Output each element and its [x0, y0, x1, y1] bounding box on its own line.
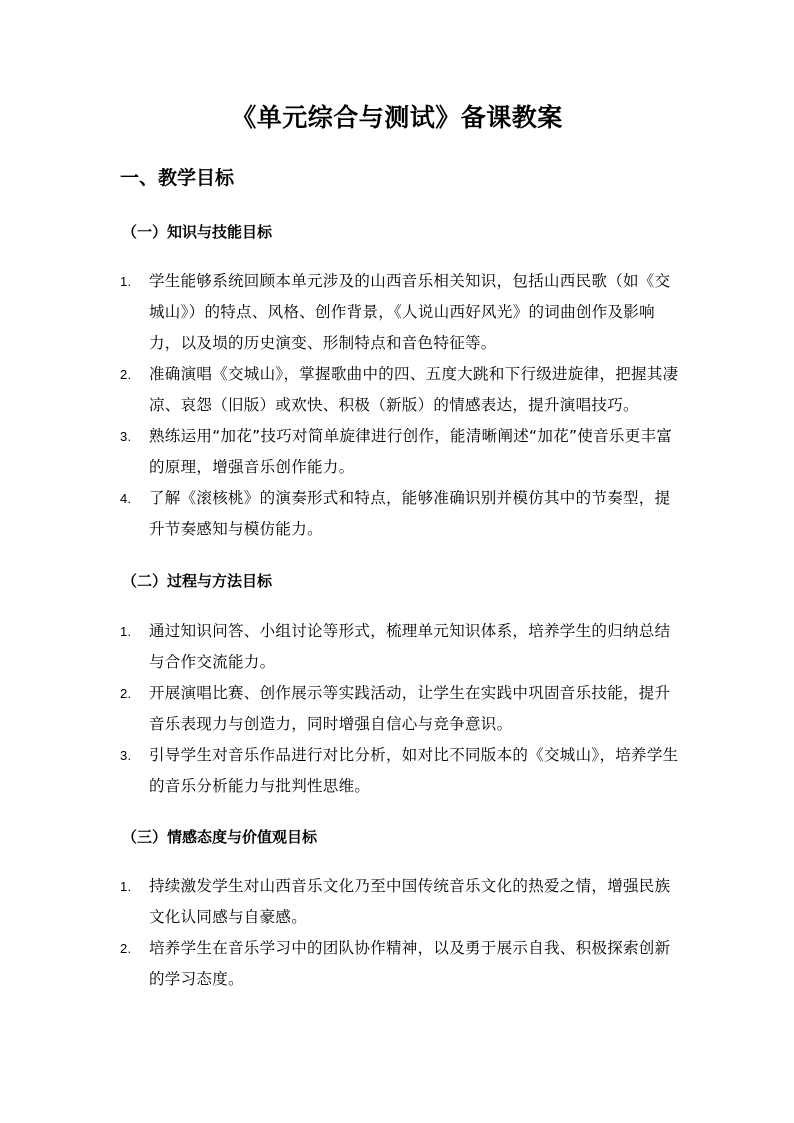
- list-item-number: 3.: [120, 429, 132, 444]
- list-item-text: 熟练运用“加花”技巧对简单旋律进行创作，能清晰阐述“加花”使音乐更丰富的原理，增强音乐创作能力。: [149, 427, 673, 476]
- list-item-number: 2.: [120, 367, 132, 382]
- subsection-heading-emotion-values: （三）情感态度与价值观目标: [122, 828, 318, 846]
- section-heading-teaching-objectives: 一、教学目标: [120, 167, 235, 189]
- list-item-number: 1.: [120, 879, 132, 894]
- list-item-number: 1.: [120, 624, 132, 639]
- list-item: [120, 678, 680, 740]
- list-item-text: 培养学生在音乐学习中的团队协作精神，以及勇于展示自我、积极探索创新的学习态度。: [149, 939, 671, 988]
- subsection-heading-knowledge-skills: （一）知识与技能目标: [122, 223, 273, 241]
- process-methods-list: [120, 616, 680, 802]
- list-item-text: 引导学生对音乐作品进行对比分析，如对比不同版本的《交城山》，培养学生的音乐分析能力与批判性思维。: [149, 746, 679, 795]
- list-item-number: 2.: [120, 686, 132, 701]
- list-item-text: 学生能够系统回顾本单元涉及的山西音乐相关知识，包括山西民歌（如《交城山》）的特点、风格、创作背景，《人说山西好风光》的词曲创作及影响力，以及埙的历史演变、形制特点和音色特征等。: [149, 272, 671, 352]
- document-title: 《单元综合与测试》备课教案: [231, 103, 563, 132]
- list-item-number: 1.: [120, 274, 132, 289]
- list-item: [120, 359, 680, 421]
- list-item-text: 了解《滚核桃》的演奏形式和特点，能够准确识别并模仿其中的节奏型，提升节奏感知与模仿能力。: [149, 489, 671, 538]
- list-item: [120, 871, 680, 933]
- list-item: [120, 933, 680, 995]
- list-item: [120, 616, 680, 678]
- list-item-number: 3.: [120, 748, 132, 763]
- emotion-values-list: [120, 871, 680, 995]
- list-item-text: 持续激发学生对山西音乐文化乃至中国传统音乐文化的热爱之情，增强民族文化认同感与自豪感。: [149, 877, 671, 926]
- list-item: [120, 740, 680, 802]
- list-item-text: 准确演唱《交城山》，掌握歌曲中的四、五度大跳和下行级进旋律，把握其凄凉、哀怨（旧版）或欢快、积极（新版）的情感表达，提升演唱技巧。: [149, 365, 679, 414]
- list-item-text: 通过知识问答、小组讨论等形式，梳理单元知识体系，培养学生的归纳总结与合作交流能力。: [149, 622, 671, 671]
- knowledge-skills-list: [120, 266, 680, 545]
- list-item: [120, 483, 680, 545]
- subsection-heading-process-methods: （二）过程与方法目标: [122, 572, 273, 590]
- list-item-number: 4.: [120, 491, 132, 506]
- list-item: [120, 266, 680, 359]
- list-item: [120, 421, 680, 483]
- list-item-number: 2.: [120, 941, 132, 956]
- list-item-text: 开展演唱比赛、创作展示等实践活动，让学生在实践中巩固音乐技能，提升音乐表现力与创造力，同时增强自信心与竞争意识。: [149, 684, 671, 733]
